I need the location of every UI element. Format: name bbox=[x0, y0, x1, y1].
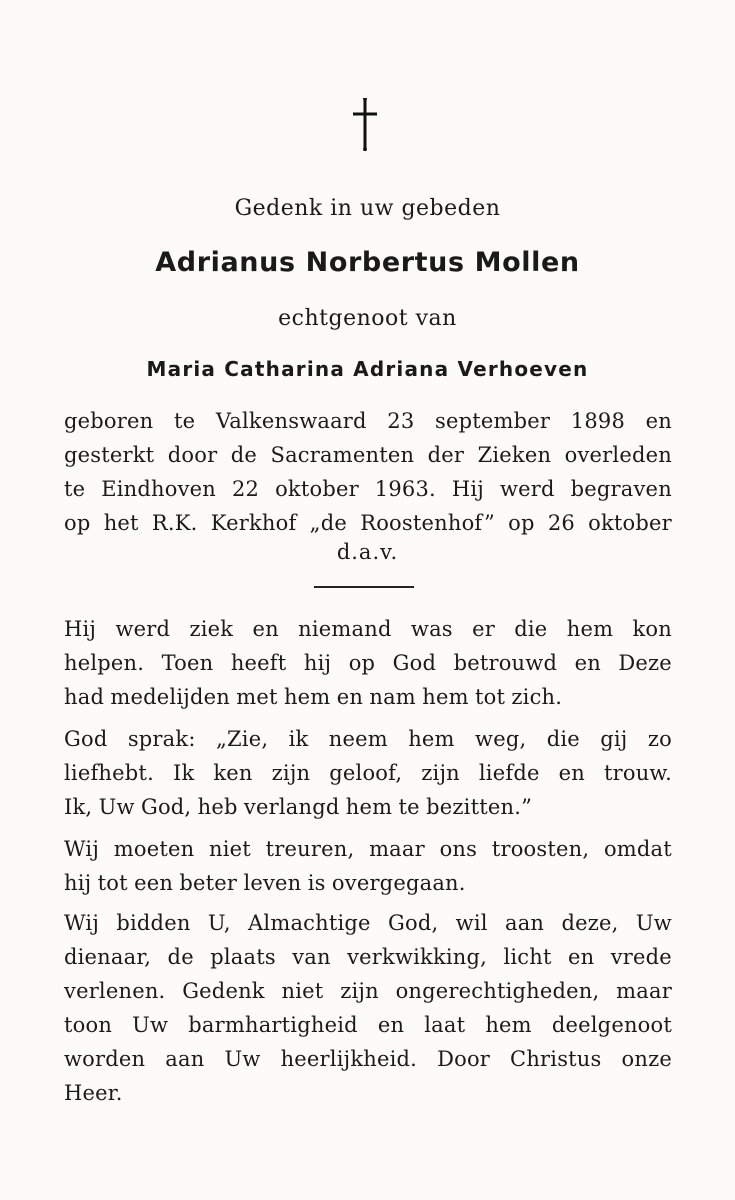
text-line: had medelijden met hem en nam hem tot zich. bbox=[64, 685, 563, 709]
text-line: geboren te Valkenswaard 23 september 1898 en bbox=[64, 409, 672, 433]
text-line: verlenen. Gedenk niet zijn ongerechtigheden, maar bbox=[64, 979, 672, 1003]
divider bbox=[314, 586, 414, 588]
deceased-name: Adrianus Norbertus Mollen bbox=[155, 247, 580, 278]
spouse-label: echtgenoot van bbox=[278, 306, 457, 331]
text-line: op het R.K. Kerkhof „de Roostenhof” op 26 oktober bbox=[64, 511, 672, 535]
text-line: Heer. bbox=[64, 1081, 123, 1105]
biography bbox=[64, 404, 672, 540]
text-line: worden aan Uw heerlijkheid. Door Christus onze bbox=[64, 1047, 672, 1071]
biography-last-line: d.a.v. bbox=[336, 540, 399, 564]
paragraph bbox=[64, 832, 672, 900]
paragraph bbox=[64, 612, 672, 714]
text-line: Wij bidden U, Almachtige God, wil aan deze, Uw bbox=[64, 911, 672, 935]
cross-icon bbox=[347, 96, 383, 152]
text-line: God sprak: „Zie, ik neem hem weg, die gij zo bbox=[64, 727, 672, 751]
text-line: helpen. Toen heeft hij op God betrouwd en Deze bbox=[64, 651, 672, 675]
text-line: dienaar, de plaats van verkwikking, licht en vrede bbox=[64, 945, 672, 969]
text-line: toon Uw barmhartigheid en laat hem deelgenoot bbox=[64, 1013, 672, 1037]
text-line: gesterkt door de Sacramenten der Zieken overleden bbox=[64, 443, 672, 467]
text-line: Hij werd ziek en niemand was er die hem kon bbox=[64, 617, 672, 641]
intro-text: Gedenk in uw gebeden bbox=[234, 196, 501, 221]
text-line: Ik, Uw God, heb verlangd hem te bezitten.” bbox=[64, 795, 533, 819]
text-line: liefhebt. Ik ken zijn geloof, zijn liefde en trouw. bbox=[64, 761, 672, 785]
paragraph bbox=[64, 722, 672, 824]
text-line: hij tot een beter leven is overgegaan. bbox=[64, 871, 466, 895]
spouse-name: Maria Catharina Adriana Verhoeven bbox=[146, 357, 589, 381]
text-line: te Eindhoven 22 oktober 1963. Hij werd begraven bbox=[64, 477, 672, 501]
text-line: Wij moeten niet treuren, maar ons troosten, omdat bbox=[64, 837, 672, 861]
paragraph bbox=[64, 906, 672, 1110]
